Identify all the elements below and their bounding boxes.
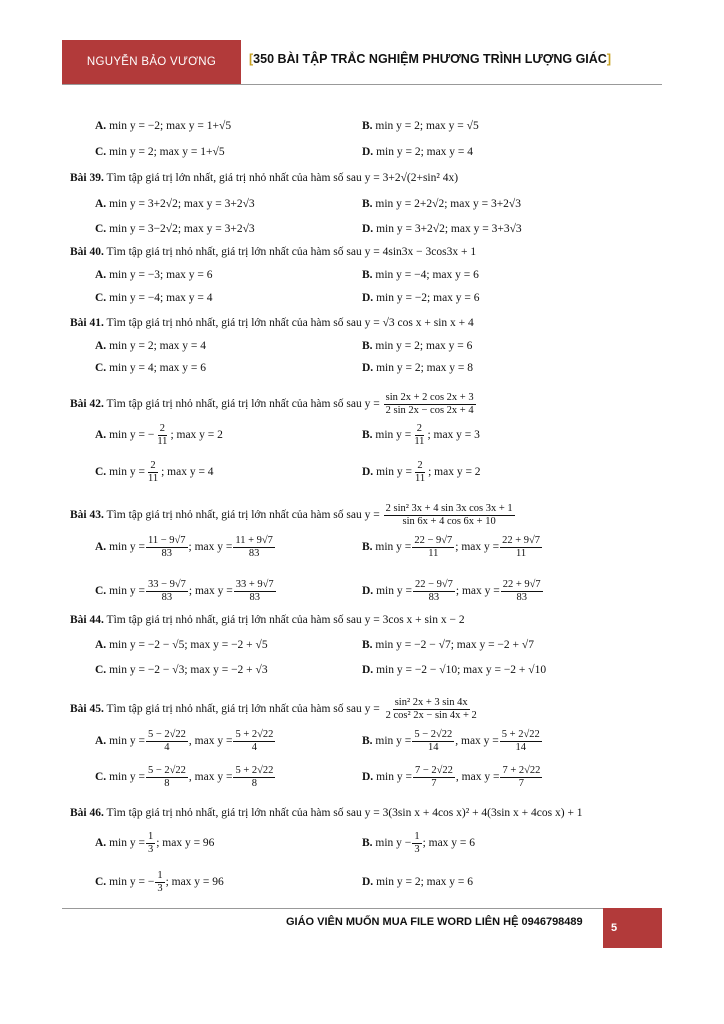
option-text: min y = 2; max y = √5 [375,120,479,132]
fraction-denominator: 11 [157,436,168,448]
question-text: Tìm tập giá trị nhỏ nhất, giá trị lớn nhất của hàm số sau [106,509,362,522]
option-key: C. [95,585,107,598]
question-prompt [70,172,458,184]
option-key: A. [95,269,107,281]
option-text: min y = −4; max y = 6 [375,269,479,281]
fraction [146,765,188,790]
option-key: B. [362,639,373,651]
fraction-denominator: 83 [248,548,260,560]
formula-denominator: 2 cos² 2x − sin 4x + 2 [385,710,477,722]
option-key: D. [362,223,374,235]
fraction-denominator: 4 [164,742,170,754]
question-label: Bài 39. [70,172,104,184]
fraction [413,765,455,790]
fraction-denominator: 8 [251,778,258,790]
answer-option[interactable] [362,198,521,210]
fraction [233,535,275,560]
fraction-denominator: 3 [147,844,154,856]
answer-option[interactable] [95,223,255,235]
question-text: Tìm tập giá trị lớn nhất, giá trị nhỏ nhất của hàm số sau y = 3+2√(2+sin² 4x) [106,172,459,184]
question-prompt: Bài 45. Tìm tập giá trị nhỏ nhất, giá trị lớn nhất của hàm số sau y = $\frac{\text{sin² 2x + 3 sin 4x}}{\text{2 cos² 2x − sin 4x + 2}}$ [70,697,477,722]
option-middle: , max y = [455,735,499,748]
answer-option[interactable] [95,765,276,790]
answer-option[interactable] [95,269,213,281]
option-key: A. [95,735,107,748]
fraction [155,423,169,448]
answer-option[interactable] [95,423,223,448]
fraction-numerator: 5 − 2√22 [412,729,454,742]
question-formula [384,392,476,417]
fraction-numerator: 22 − 9√7 [413,579,455,592]
option-key: D. [362,664,374,676]
question-text: Tìm tập giá trị nhỏ nhất, giá trị lớn nhất của hàm số sau [106,398,362,411]
fraction-denominator: 83 [428,592,440,604]
fraction [146,460,160,485]
question-label: Bài 41. [70,317,104,329]
fraction-numerator: 7 + 2√22 [500,765,542,778]
fraction-numerator: 11 − 9√7 [146,535,188,548]
footer-contact: GIÁO VIÊN MUỐN MUA FILE WORD LIÊN HỆ 0946798489 [286,916,583,928]
option-middle: ; max y = [455,541,500,554]
option-prefix: min y = [376,771,412,784]
option-key: C. [95,223,107,235]
option-middle: , max y = [455,771,500,784]
answer-option[interactable] [95,664,268,676]
question-prompt: Bài 43. Tìm tập giá trị nhỏ nhất, giá trị lớn nhất của hàm số sau y = $\frac{\text{2 sin² 3x + 4 sin 3x cos 3x + 1}}{\sin 6x + 4 \cos 6x + 10}$ [70,503,513,528]
option-key: B. [362,837,373,850]
option-key: C. [95,362,107,374]
fraction-numerator: 2 [158,423,167,436]
header-author-box [62,40,241,84]
answer-option[interactable] [95,579,277,604]
option-prefix: min y = [109,466,145,479]
option-key: C. [95,664,107,676]
option-prefix: min y = [375,541,412,554]
fraction-numerator: 5 + 2√22 [500,729,542,742]
question-label: Bài 40. [70,246,104,258]
formula-numerator: sin 2x + 2 cos 2x + 3 [384,392,476,405]
question-text: Tìm tập giá trị nhỏ nhất, giá trị lớn nhất của hàm số sau y = 3cos x + sin x − 2 [106,614,465,626]
fraction [412,831,421,856]
fraction [234,579,276,604]
fraction-denominator: 4 [251,742,258,754]
option-key: D. [362,292,374,304]
option-prefix: min y = [109,837,145,850]
answer-option[interactable] [95,870,224,895]
answer-option[interactable] [95,340,206,352]
option-key: B. [362,340,373,352]
option-key: C. [95,292,107,304]
option-text: min y = 3+2√2; max y = 3+3√3 [376,223,522,235]
fraction [146,729,188,754]
option-prefix: min y = − [109,876,155,889]
answer-option[interactable] [362,460,481,485]
option-key: A. [95,198,107,210]
header-bracket-close: ] [606,52,612,66]
answer-option[interactable] [362,765,543,790]
question-prompt [70,317,474,329]
answer-option[interactable] [362,340,472,352]
question-formula [384,503,515,528]
answer-option[interactable] [362,639,534,651]
fraction [412,535,454,560]
option-prefix: min y = [376,585,412,598]
option-text: min y = 4; max y = 6 [109,362,207,374]
option-suffix: ; max y = 4 [161,466,214,479]
option-key: B. [362,198,373,210]
option-key: D. [362,771,374,784]
fraction-denominator: 83 [161,592,173,604]
fraction-numerator: 1 [146,831,155,844]
question-prompt [70,614,465,626]
option-key: B. [362,120,373,132]
fraction-numerator: 1 [412,831,421,844]
fraction-numerator: 22 − 9√7 [412,535,454,548]
option-text: min y = −2; max y = 1+√5 [109,120,232,132]
question-prompt [70,807,583,819]
header-title-text: 350 BÀI TẬP TRẮC NGHIỆM PHƯƠNG TRÌNH LƯỢNG GIÁC [253,52,607,66]
fraction-denominator: 83 [249,592,260,604]
question-text: Tìm tập giá trị nhỏ nhất, giá trị lớn nhất của hàm số sau [106,703,362,716]
answer-option[interactable] [95,146,225,158]
option-key: B. [362,735,373,748]
answer-option[interactable] [95,535,276,560]
option-suffix: ; max y = 96 [156,837,215,850]
answer-option[interactable] [362,120,479,132]
option-text: min y = −2 − √7; max y = −2 + √7 [375,639,534,651]
option-key: D. [362,146,374,158]
question-label: Bài 43. [70,509,104,522]
option-key: D. [362,466,374,479]
fraction [500,535,542,560]
answer-option[interactable] [95,292,213,304]
fraction-denominator: 7 [518,778,525,790]
fraction [155,870,164,895]
option-key: B. [362,429,373,442]
header-title [249,52,611,66]
fraction-denominator: 11 [428,548,439,560]
fraction-numerator: 33 + 9√7 [234,579,276,592]
option-prefix: min y = [109,585,145,598]
option-key: D. [362,585,374,598]
answer-option[interactable] [362,535,543,560]
option-text: min y = 3+2√2; max y = 3+2√3 [109,198,255,210]
fraction [501,579,543,604]
fraction-denominator: 83 [161,548,172,560]
page-number-box [603,908,662,948]
answer-option[interactable] [362,423,480,448]
option-text: min y = −2 − √5; max y = −2 + √5 [109,639,268,651]
option-prefix: min y = [109,541,145,554]
formula-numerator: sin² 2x + 3 sin 4x [393,697,470,710]
option-key: B. [362,269,373,281]
fraction [146,831,155,856]
fraction-denominator: 8 [164,778,170,790]
option-suffix: ; max y = 2 [428,466,481,479]
question-label: Bài 46. [70,807,104,819]
question-label: Bài 42. [70,398,104,411]
fraction-numerator: 5 + 2√22 [233,765,275,778]
option-key: A. [95,120,107,132]
question-prompt [70,246,476,258]
option-key: A. [95,639,107,651]
answer-option[interactable] [95,831,214,856]
answer-option[interactable] [362,223,522,235]
header-author: NGUYỄN BẢO VƯƠNG [86,56,217,68]
option-suffix: ; max y = 96 [165,876,224,889]
option-text: min y = 2; max y = 4 [376,146,474,158]
fraction [146,579,188,604]
option-text: min y = −2; max y = 6 [376,292,480,304]
option-prefix: min y − [375,837,412,850]
option-key: A. [95,340,107,352]
answer-option[interactable] [362,729,543,754]
question-label: Bài 45. [70,703,104,716]
option-text: min y = 2+2√2; max y = 3+2√3 [375,198,521,210]
fraction-numerator: 7 − 2√22 [413,765,455,778]
option-text: min y = −3; max y = 6 [109,269,213,281]
answer-option[interactable] [362,292,480,304]
fraction [233,765,275,790]
fraction [413,579,455,604]
formula-numerator: 2 sin² 3x + 4 sin 3x cos 3x + 1 [384,503,515,516]
fraction-numerator: 5 − 2√22 [146,765,188,778]
option-text: min y = −4; max y = 4 [109,292,213,304]
option-text: min y = 2; max y = 8 [376,362,474,374]
question-label: Bài 44. [70,614,104,626]
fraction-numerator: 2 [148,460,157,473]
fraction-denominator: 11 [516,548,527,560]
answer-option[interactable] [362,664,546,676]
option-text: min y = 2; max y = 4 [109,340,207,352]
option-middle: , max y = [188,735,233,748]
page-number: 5 [611,922,618,934]
fraction [413,460,427,485]
option-text: min y = 2; max y = 6 [375,340,473,352]
option-text: min y = 2; max y = 1+√5 [109,146,225,158]
question-text: Tìm tập giá trị nhỏ nhất, giá trị lớn nhất của hàm số sau y = √3 cos x + sin x + 4 [106,317,474,329]
fraction-numerator: 5 − 2√22 [146,729,188,742]
fraction-denominator: 14 [428,742,439,754]
fraction-numerator: 22 + 9√7 [500,535,542,548]
option-text: min y = −2 − √3; max y = −2 + √3 [109,664,268,676]
option-middle: ; max y = [455,585,500,598]
option-suffix: ; max y = 3 [427,429,480,442]
option-prefix: min y = [375,735,412,748]
option-key: C. [95,466,107,479]
fraction-numerator: 5 + 2√22 [233,729,275,742]
fraction-denominator: 83 [516,592,527,604]
option-key: A. [95,429,107,442]
option-suffix: ; max y = 6 [422,837,476,850]
fraction [500,765,542,790]
fraction [233,729,275,754]
fraction-numerator: 11 + 9√7 [233,535,275,548]
fraction [146,535,188,560]
option-prefix: min y = − [109,429,155,442]
answer-option[interactable] [362,876,473,888]
fraction [412,729,454,754]
fraction-denominator: 3 [414,844,420,856]
option-prefix: min y = [375,429,412,442]
answer-option[interactable] [362,831,475,856]
option-prefix: min y = [109,735,145,748]
option-key: D. [362,876,374,888]
option-middle: , max y = [188,771,233,784]
fraction [500,729,542,754]
header-rule [62,84,662,85]
option-text: min y = 2; max y = 6 [376,876,474,888]
option-key: D. [362,362,374,374]
question-formula [384,697,479,722]
option-text: min y = 3−2√2; max y = 3+2√3 [109,223,255,235]
fraction-denominator: 11 [414,473,426,485]
fraction-denominator: 7 [431,778,437,790]
fraction-numerator: 33 − 9√7 [146,579,188,592]
option-key: C. [95,771,107,784]
answer-option[interactable] [95,729,276,754]
answer-option[interactable] [362,269,479,281]
fraction-denominator: 11 [414,436,425,448]
option-key: A. [95,837,107,850]
header-bracket-open: [ [249,52,254,66]
question-prompt: Bài 42. Tìm tập giá trị nhỏ nhất, giá trị lớn nhất của hàm số sau y = $\frac{\sin 2x + 2 \cos 2x + 3}{2 \sin 2x - \cos 2x + 4}$ [70,392,474,417]
answer-option[interactable] [95,460,214,485]
question-text: Tìm tập giá trị nhỏ nhất, giá trị lớn nhất của hàm số sau y = 4sin3x − 3cos3x + 1 [106,246,477,258]
formula-denominator: 2 sin 2x − cos 2x + 4 [385,405,474,417]
option-key: C. [95,876,107,889]
fraction-denominator: 14 [515,742,527,754]
fraction-denominator: 11 [147,473,159,485]
option-prefix: min y = [109,771,145,784]
footer-rule [62,908,607,909]
formula-denominator: sin 6x + 4 cos 6x + 10 [402,516,496,528]
fraction [412,423,426,448]
option-key: C. [95,146,107,158]
fraction-numerator: 1 [155,870,164,883]
answer-option[interactable] [95,198,255,210]
answer-option[interactable] [95,362,206,374]
answer-option[interactable] [95,120,231,132]
answer-option[interactable] [362,146,473,158]
answer-option[interactable] [362,579,544,604]
fraction-numerator: 22 + 9√7 [501,579,543,592]
fraction-numerator: 2 [415,460,424,473]
question-text: Tìm tập giá trị nhỏ nhất, giá trị lớn nhất của hàm số sau y = 3(3sin x + 4cos x)² + 4(3sin x + 4cos x) + 1 [106,807,583,819]
option-middle: ; max y = [188,541,233,554]
option-middle: ; max y = [188,585,233,598]
fraction-numerator: 2 [415,423,424,436]
fraction-denominator: 3 [157,883,163,895]
answer-option[interactable] [362,362,473,374]
option-text: min y = −2 − √10; max y = −2 + √10 [376,664,547,676]
option-prefix: min y = [376,466,412,479]
option-suffix: ; max y = 2 [170,429,223,442]
option-key: A. [95,541,107,554]
answer-option[interactable] [95,639,268,651]
option-key: B. [362,541,373,554]
